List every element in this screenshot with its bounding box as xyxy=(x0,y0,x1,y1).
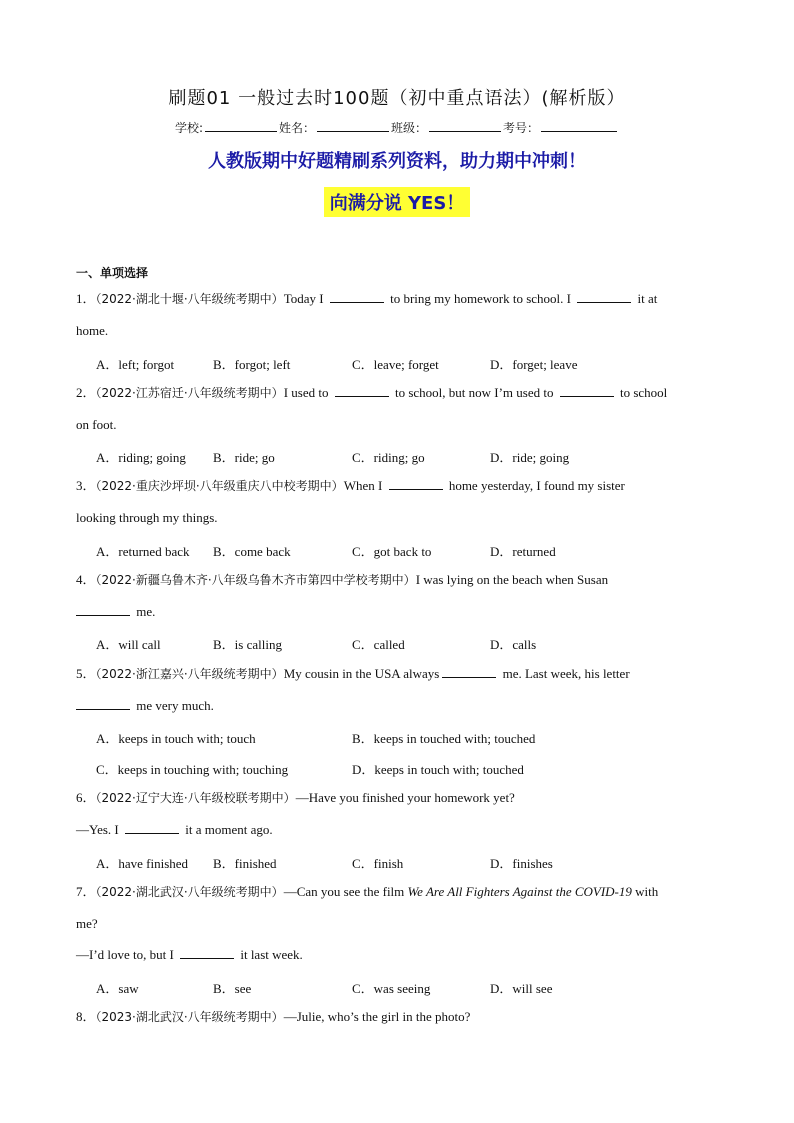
answer-blank[interactable] xyxy=(389,477,443,490)
question-1: 1．（2022·湖北十堰·八年级统考期中）Today I to bring my homework to school. I it at home. xyxy=(76,291,658,338)
question-5: 5．（2022·浙江嘉兴·八年级统考期中）My cousin in the USA always me. Last week, his letter me very much. xyxy=(76,666,630,713)
answer-blank[interactable] xyxy=(76,697,130,710)
option-a[interactable]: A．riding; going xyxy=(96,450,186,465)
exam-no-label: 考号： xyxy=(503,121,540,135)
option-b[interactable]: B．ride; go xyxy=(213,450,275,465)
section-title: 一、单项选择 xyxy=(76,266,149,280)
answer-blank[interactable] xyxy=(335,384,389,397)
film-title: We Are All Fighters Against the COVID-19 xyxy=(407,884,632,899)
option-d[interactable]: D．will see xyxy=(490,981,553,996)
answer-blank[interactable] xyxy=(442,665,496,678)
question-2: 2．（2022·江苏宿迁·八年级统考期中）I used to to school, but now I’m used to to school on foot. xyxy=(76,385,668,432)
option-a[interactable]: A．will call xyxy=(96,637,161,652)
name-label: 姓名： xyxy=(279,121,316,135)
answer-blank[interactable] xyxy=(560,384,614,397)
option-b[interactable]: B．keeps in touched with; touched xyxy=(352,731,536,746)
option-b[interactable]: B．forgot; left xyxy=(213,357,291,372)
option-d[interactable]: D．returned xyxy=(490,544,556,559)
option-d[interactable]: D．ride; going xyxy=(490,450,570,465)
class-blank[interactable] xyxy=(429,119,501,132)
option-c[interactable]: C．finish xyxy=(352,856,404,871)
option-d[interactable]: D．finishes xyxy=(490,856,553,871)
question-8: 8．（2023·湖北武汉·八年级统考期中）—Julie, who’s the girl in the photo? xyxy=(76,1009,471,1024)
option-b[interactable]: B．come back xyxy=(213,544,291,559)
answer-blank[interactable] xyxy=(577,290,631,303)
answer-blank[interactable] xyxy=(76,603,130,616)
promo-banner: 人教版期中好题精刷系列资料，助力期中冲刺！ xyxy=(208,151,586,172)
document-title: 刷题01 一般过去时100题（初中重点语法）(解析版） xyxy=(168,88,626,109)
option-a[interactable]: A．saw xyxy=(96,981,139,996)
question-3: 3．（2022·重庆沙坪坝·八年级重庆八中校考期中）When I home yesterday, I found my sister looking through my things. xyxy=(76,478,625,525)
name-blank[interactable] xyxy=(317,119,389,132)
option-b[interactable]: B．see xyxy=(213,981,252,996)
school-label: 学校: xyxy=(174,121,203,135)
exam-no-blank[interactable] xyxy=(541,119,617,132)
option-a[interactable]: A．left; forgot xyxy=(96,357,175,372)
question-7: 7．（2022·湖北武汉·八年级统考期中）—Can you see the film We Are All Fighters Against the COVID-19 with me? —I’d love to, but I it last week. xyxy=(76,884,659,962)
class-label: 班级： xyxy=(391,121,428,135)
answer-blank[interactable] xyxy=(330,290,384,303)
option-d[interactable]: D．calls xyxy=(490,637,537,652)
answer-blank[interactable] xyxy=(180,946,234,959)
option-d[interactable]: D．forget; leave xyxy=(490,357,578,372)
option-c[interactable]: C．was seeing xyxy=(352,981,431,996)
option-b[interactable]: B．finished xyxy=(213,856,277,871)
option-a[interactable]: A．returned back xyxy=(96,544,190,559)
school-blank[interactable] xyxy=(205,119,277,132)
question-6: 6．（2022·辽宁大连·八年级校联考期中）—Have you finished your homework yet? —Yes. I it a moment ago. xyxy=(76,790,515,837)
student-info-line xyxy=(0,119,794,136)
slogan-highlight: 向满分说 YES！ xyxy=(324,187,471,217)
option-a[interactable]: A．keeps in touch with; touch xyxy=(96,731,256,746)
answer-blank[interactable] xyxy=(125,821,179,834)
option-b[interactable]: B．is calling xyxy=(213,637,282,652)
question-4: 4．（2022·新疆乌鲁木齐·八年级乌鲁木齐市第四中学校考期中）I was lying on the beach when Susan me. xyxy=(76,572,609,619)
option-a[interactable]: A．have finished xyxy=(96,856,189,871)
option-c[interactable]: C．leave; forget xyxy=(352,357,439,372)
option-c[interactable]: C．keeps in touching with; touching xyxy=(96,762,289,777)
option-c[interactable]: C．called xyxy=(352,637,405,652)
option-d[interactable]: D．keeps in touch with; touched xyxy=(352,762,524,777)
option-c[interactable]: C．got back to xyxy=(352,544,432,559)
option-c[interactable]: C．riding; go xyxy=(352,450,425,465)
